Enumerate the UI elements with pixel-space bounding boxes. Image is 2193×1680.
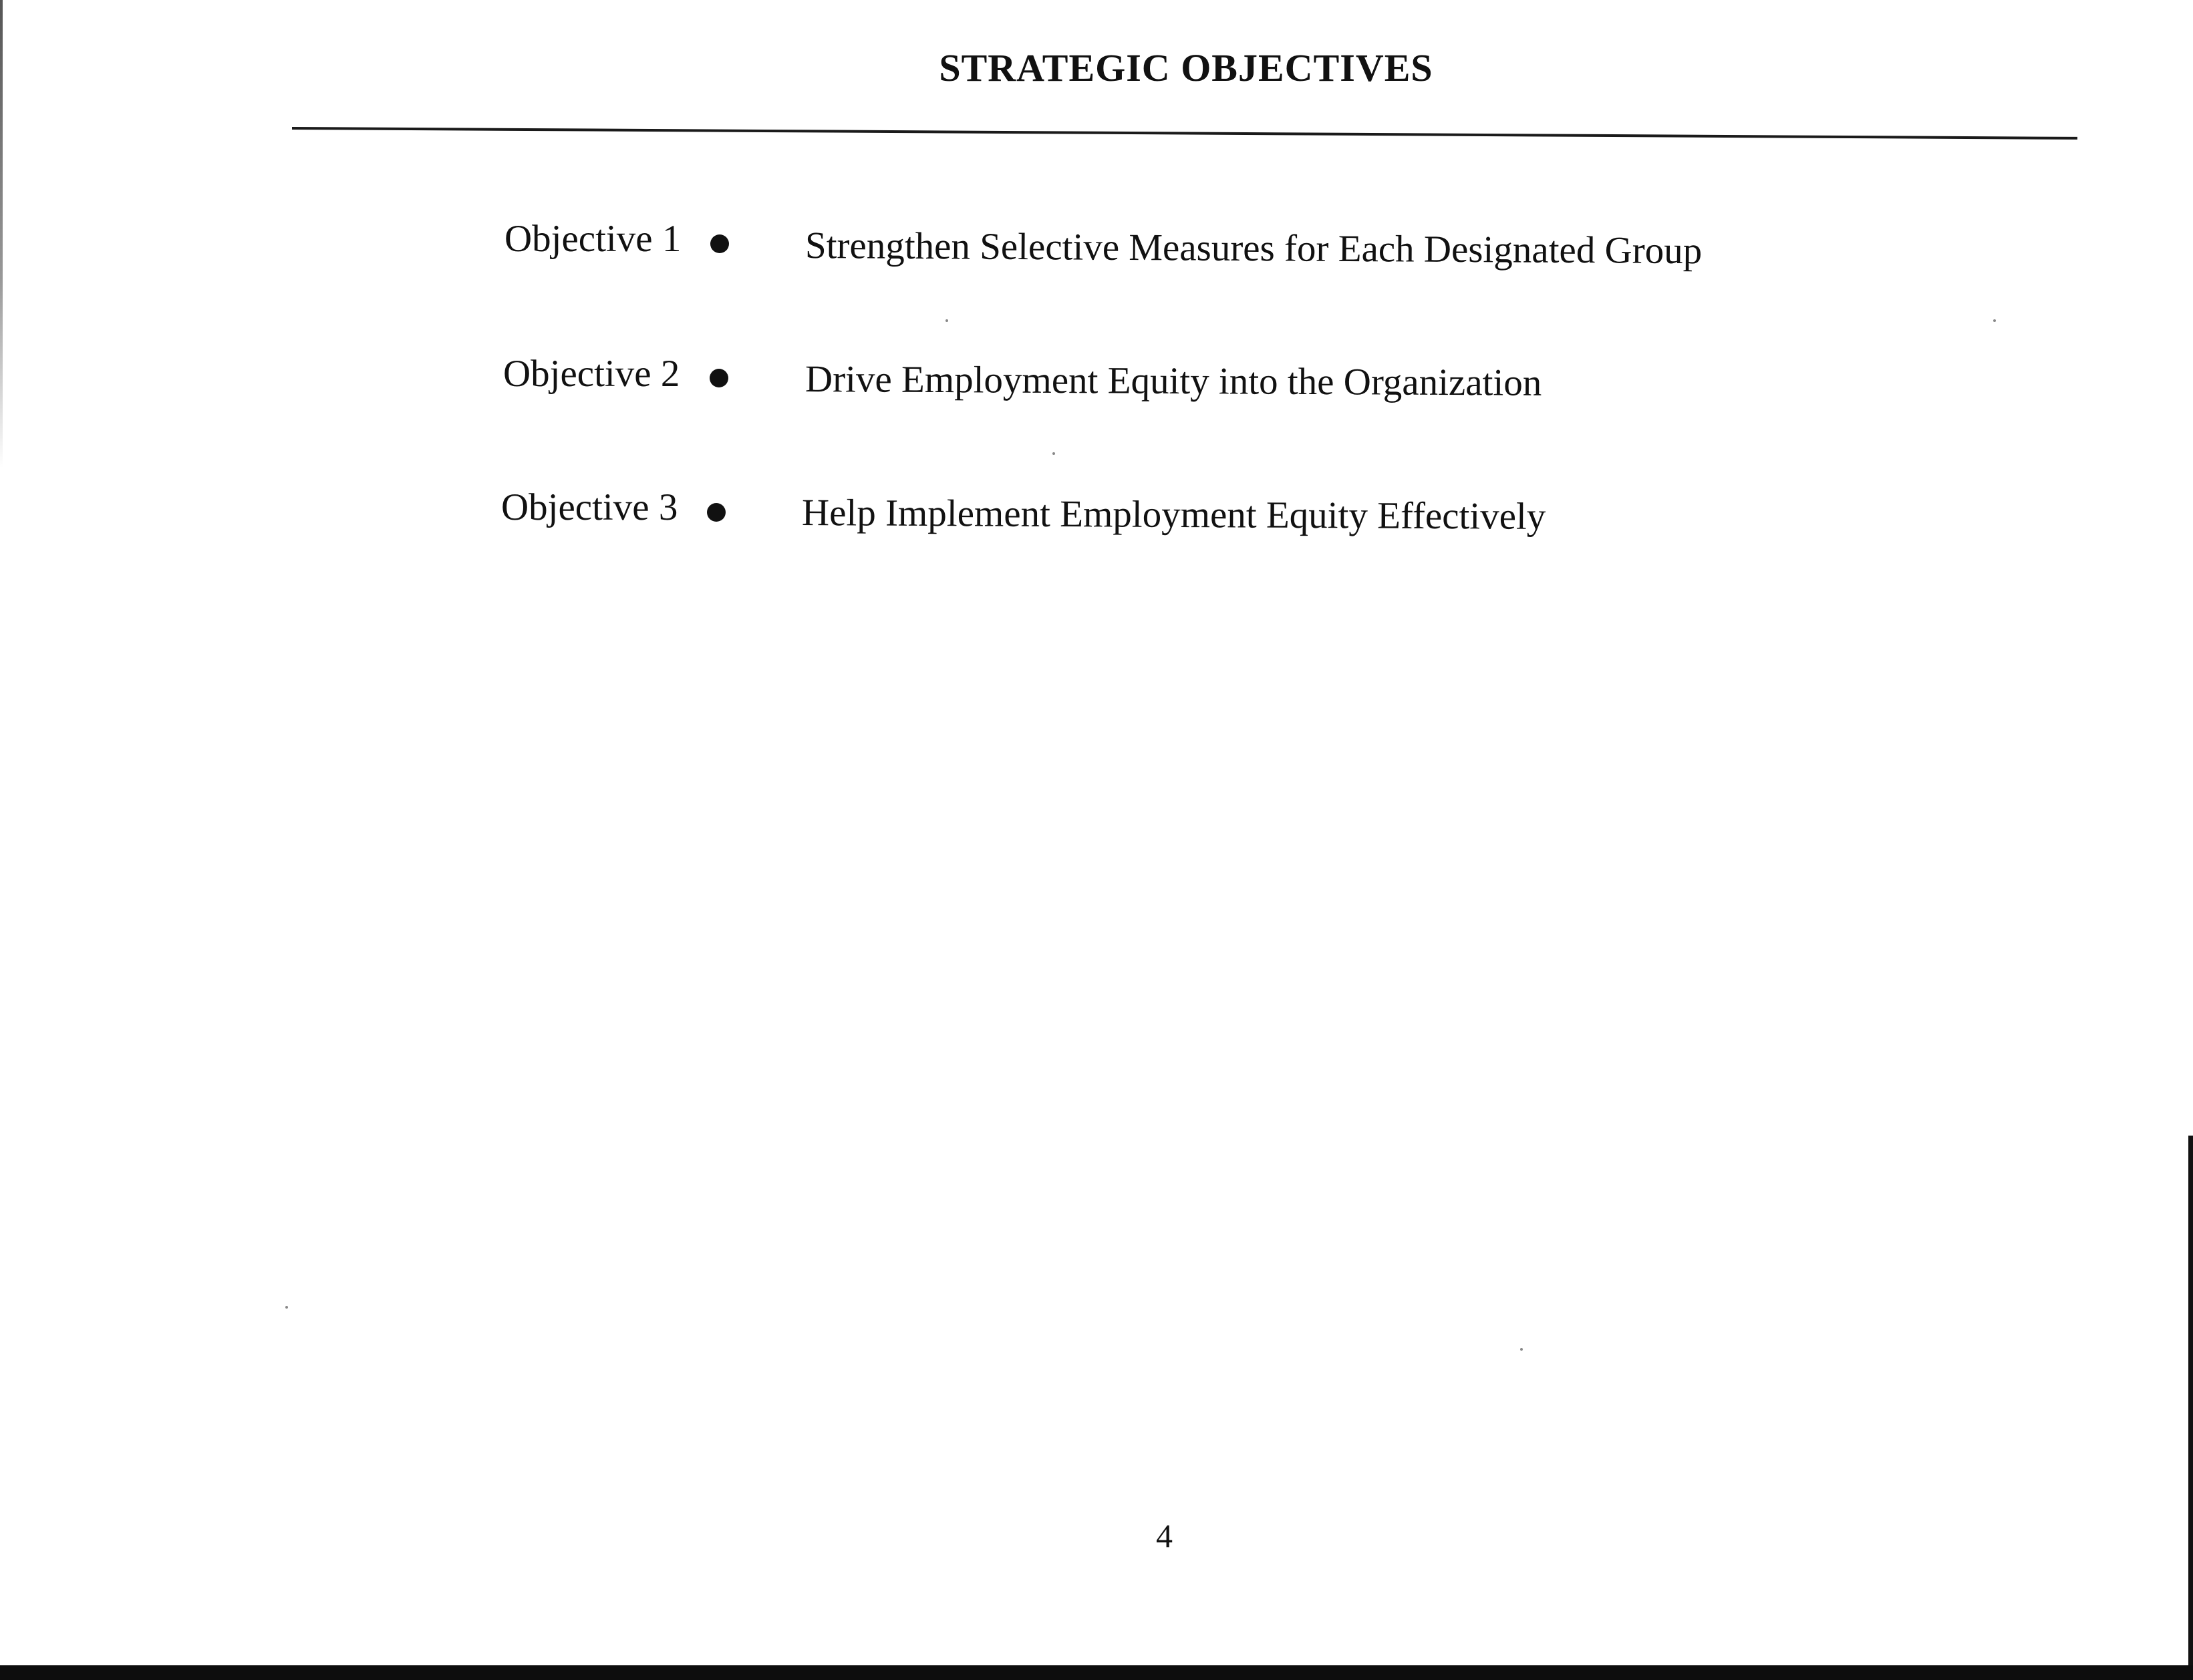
objective-text: Help Implement Employment Equity Effectively: [801, 492, 1546, 538]
scan-edge-bottom: [0, 1665, 2193, 1680]
bullet-icon: [707, 503, 726, 522]
objective-label: Objective 1: [504, 218, 682, 260]
scan-speck: [945, 319, 948, 322]
objective-label: Objective 2: [503, 353, 680, 395]
objective-row: [0, 352, 2193, 412]
scan-speck: [1520, 1348, 1523, 1351]
scan-edge-right: [2188, 1136, 2193, 1680]
objective-text: Drive Employment Equity into the Organization: [805, 358, 1542, 404]
scan-speck: [1993, 319, 1996, 322]
page-number: 4: [1156, 1517, 1173, 1554]
page-title: STRATEGIC OBJECTIVES: [939, 46, 1433, 90]
scan-speck: [1052, 452, 1055, 455]
objective-label: Objective 3: [501, 486, 678, 528]
objective-row: [0, 486, 2193, 546]
scan-speck: [285, 1306, 288, 1309]
bullet-icon: [710, 234, 729, 253]
objective-text: Strengthen Selective Measures for Each Designated Group: [805, 224, 1703, 273]
title-underline: [292, 127, 2077, 140]
bullet-icon: [710, 369, 728, 387]
objective-row: [0, 217, 2193, 277]
